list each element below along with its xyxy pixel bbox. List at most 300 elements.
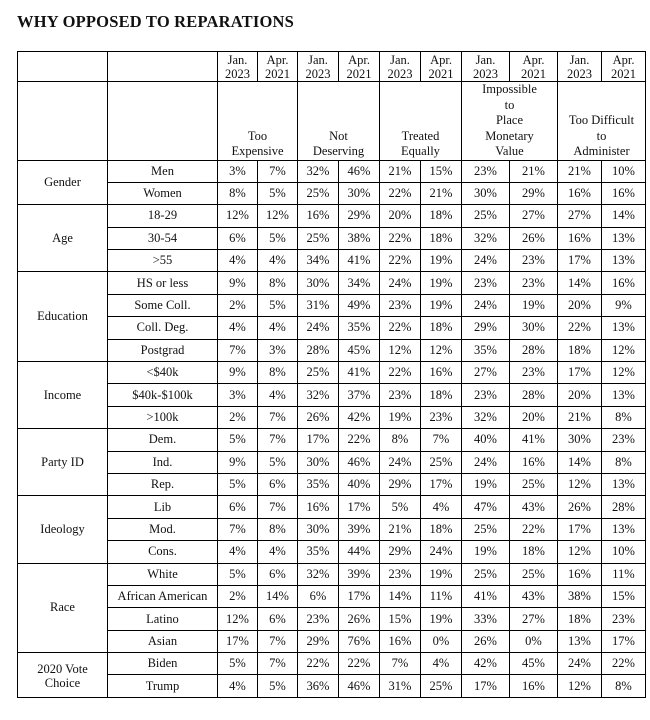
value-cell: 2% bbox=[218, 294, 258, 316]
value-cell: 28% bbox=[510, 339, 558, 361]
value-cell: 7% bbox=[258, 429, 298, 451]
table-row bbox=[18, 317, 646, 339]
value-cell: 20% bbox=[558, 294, 602, 316]
value-cell: 3% bbox=[218, 160, 258, 182]
corner-cell bbox=[18, 52, 108, 82]
value-cell: 18% bbox=[558, 608, 602, 630]
text-line: Race bbox=[50, 600, 75, 615]
value-cell: 13% bbox=[602, 518, 646, 540]
value-cell: 9% bbox=[218, 272, 258, 294]
value-cell: 8% bbox=[380, 429, 421, 451]
value-cell: 21% bbox=[558, 160, 602, 182]
row-label: Lib bbox=[108, 496, 218, 518]
value-cell: 42% bbox=[339, 406, 380, 428]
text-line: Age bbox=[52, 230, 73, 245]
value-cell: 4% bbox=[258, 541, 298, 563]
value-cell: 34% bbox=[298, 250, 339, 272]
row-label: HS or less bbox=[108, 272, 218, 294]
value-cell: 5% bbox=[258, 227, 298, 249]
value-cell: 19% bbox=[380, 406, 421, 428]
value-cell: 13% bbox=[602, 473, 646, 495]
value-cell: 16% bbox=[558, 227, 602, 249]
value-cell: 22% bbox=[380, 227, 421, 249]
value-cell: 29% bbox=[380, 541, 421, 563]
value-cell: 22% bbox=[558, 317, 602, 339]
value-cell: 26% bbox=[510, 227, 558, 249]
value-cell: 27% bbox=[558, 205, 602, 227]
value-cell: 31% bbox=[298, 294, 339, 316]
value-cell: 12% bbox=[602, 362, 646, 384]
row-label: >55 bbox=[108, 250, 218, 272]
value-cell: 9% bbox=[218, 362, 258, 384]
value-cell: 22% bbox=[339, 429, 380, 451]
value-cell: 24% bbox=[380, 272, 421, 294]
value-cell: 47% bbox=[462, 496, 510, 518]
period-month: Apr. bbox=[430, 52, 452, 67]
value-cell: 42% bbox=[462, 653, 510, 675]
value-cell: 36% bbox=[298, 675, 339, 697]
value-cell: 25% bbox=[421, 675, 462, 697]
value-cell: 7% bbox=[258, 653, 298, 675]
value-cell: 17% bbox=[602, 630, 646, 652]
value-cell: 22% bbox=[510, 518, 558, 540]
period-year: 2021 bbox=[521, 66, 546, 81]
value-cell: 6% bbox=[258, 608, 298, 630]
value-cell: 7% bbox=[258, 630, 298, 652]
period-header bbox=[298, 52, 339, 82]
period-header bbox=[258, 52, 298, 82]
value-cell: 2% bbox=[218, 406, 258, 428]
reason-header bbox=[298, 82, 380, 161]
value-cell: 22% bbox=[339, 653, 380, 675]
value-cell: 10% bbox=[602, 160, 646, 182]
period-header bbox=[339, 52, 380, 82]
value-cell: 14% bbox=[602, 205, 646, 227]
table-row bbox=[18, 563, 646, 585]
value-cell: 76% bbox=[339, 630, 380, 652]
row-label: <$40k bbox=[108, 362, 218, 384]
value-cell: 4% bbox=[218, 675, 258, 697]
value-cell: 17% bbox=[462, 675, 510, 697]
text-line: Monetary bbox=[485, 128, 534, 143]
text-line: Place bbox=[495, 113, 524, 127]
row-label: Men bbox=[108, 160, 218, 182]
value-cell: 0% bbox=[421, 630, 462, 652]
value-cell: 27% bbox=[510, 608, 558, 630]
value-cell: 23% bbox=[380, 294, 421, 316]
value-cell: 18% bbox=[421, 205, 462, 227]
value-cell: 5% bbox=[258, 451, 298, 473]
period-month: Jan. bbox=[308, 52, 328, 67]
value-cell: 4% bbox=[258, 317, 298, 339]
value-cell: 13% bbox=[602, 227, 646, 249]
row-label: White bbox=[108, 563, 218, 585]
group-label bbox=[18, 563, 108, 653]
value-cell: 21% bbox=[510, 160, 558, 182]
value-cell: 38% bbox=[558, 585, 602, 607]
value-cell: 30% bbox=[510, 317, 558, 339]
value-cell: 35% bbox=[339, 317, 380, 339]
value-cell: 35% bbox=[298, 473, 339, 495]
value-cell: 28% bbox=[298, 339, 339, 361]
value-cell: 18% bbox=[558, 339, 602, 361]
value-cell: 39% bbox=[339, 518, 380, 540]
table-row bbox=[18, 272, 646, 294]
group-label bbox=[18, 362, 108, 429]
value-cell: 16% bbox=[380, 630, 421, 652]
value-cell: 35% bbox=[462, 339, 510, 361]
value-cell: 22% bbox=[380, 250, 421, 272]
value-cell: 40% bbox=[462, 429, 510, 451]
corner-cell bbox=[108, 52, 218, 82]
row-label: Trump bbox=[108, 675, 218, 697]
value-cell: 32% bbox=[298, 384, 339, 406]
table-row bbox=[18, 384, 646, 406]
row-label: Biden bbox=[108, 653, 218, 675]
value-cell: 13% bbox=[602, 384, 646, 406]
value-cell: 8% bbox=[602, 406, 646, 428]
value-cell: 23% bbox=[462, 384, 510, 406]
reason-header bbox=[218, 82, 298, 161]
period-header bbox=[421, 52, 462, 82]
text-line: Party ID bbox=[41, 454, 84, 469]
value-cell: 27% bbox=[510, 205, 558, 227]
value-cell: 24% bbox=[298, 317, 339, 339]
value-cell: 30% bbox=[339, 182, 380, 204]
value-cell: 46% bbox=[339, 675, 380, 697]
text-line: Impossible bbox=[482, 82, 537, 96]
row-label: Cons. bbox=[108, 541, 218, 563]
row-label: Coll. Deg. bbox=[108, 317, 218, 339]
text-line: to bbox=[596, 128, 607, 143]
value-cell: 24% bbox=[421, 541, 462, 563]
value-cell: 10% bbox=[602, 541, 646, 563]
value-cell: 19% bbox=[421, 563, 462, 585]
value-cell: 12% bbox=[218, 205, 258, 227]
value-cell: 26% bbox=[339, 608, 380, 630]
table-row bbox=[18, 653, 646, 675]
text-line: Treated bbox=[401, 128, 440, 143]
value-cell: 17% bbox=[558, 362, 602, 384]
value-cell: 21% bbox=[380, 160, 421, 182]
corner-cell bbox=[18, 82, 108, 161]
table-row bbox=[18, 585, 646, 607]
value-cell: 23% bbox=[602, 608, 646, 630]
table-row bbox=[18, 496, 646, 518]
value-cell: 23% bbox=[380, 384, 421, 406]
value-cell: 12% bbox=[218, 608, 258, 630]
value-cell: 4% bbox=[421, 496, 462, 518]
value-cell: 22% bbox=[602, 653, 646, 675]
value-cell: 22% bbox=[380, 362, 421, 384]
value-cell: 6% bbox=[258, 563, 298, 585]
value-cell: 7% bbox=[421, 429, 462, 451]
value-cell: 23% bbox=[462, 160, 510, 182]
value-cell: 19% bbox=[421, 294, 462, 316]
group-label bbox=[18, 160, 108, 205]
value-cell: 28% bbox=[510, 384, 558, 406]
row-label: Dem. bbox=[108, 429, 218, 451]
value-cell: 16% bbox=[298, 205, 339, 227]
text-line: 2020 Vote bbox=[37, 661, 88, 676]
value-cell: 25% bbox=[510, 563, 558, 585]
value-cell: 32% bbox=[298, 160, 339, 182]
period-month: Jan. bbox=[390, 52, 410, 67]
period-month: Jan. bbox=[227, 52, 248, 67]
table-row bbox=[18, 630, 646, 652]
value-cell: 18% bbox=[421, 518, 462, 540]
value-cell: 17% bbox=[339, 585, 380, 607]
value-cell: 22% bbox=[380, 317, 421, 339]
value-cell: 19% bbox=[421, 608, 462, 630]
reason-header bbox=[462, 82, 558, 161]
value-cell: 20% bbox=[558, 384, 602, 406]
value-cell: 38% bbox=[339, 227, 380, 249]
value-cell: 25% bbox=[462, 563, 510, 585]
value-cell: 19% bbox=[421, 272, 462, 294]
value-cell: 12% bbox=[421, 339, 462, 361]
row-label: Women bbox=[108, 182, 218, 204]
value-cell: 0% bbox=[510, 630, 558, 652]
value-cell: 30% bbox=[298, 518, 339, 540]
value-cell: 4% bbox=[218, 541, 258, 563]
value-cell: 9% bbox=[602, 294, 646, 316]
value-cell: 3% bbox=[258, 339, 298, 361]
value-cell: 19% bbox=[462, 541, 510, 563]
value-cell: 24% bbox=[558, 653, 602, 675]
table-row bbox=[18, 518, 646, 540]
text-line: Not bbox=[329, 128, 348, 143]
value-cell: 18% bbox=[510, 541, 558, 563]
value-cell: 16% bbox=[421, 362, 462, 384]
value-cell: 5% bbox=[218, 429, 258, 451]
value-cell: 29% bbox=[298, 630, 339, 652]
period-header bbox=[510, 52, 558, 82]
value-cell: 22% bbox=[298, 653, 339, 675]
value-cell: 15% bbox=[380, 608, 421, 630]
value-cell: 16% bbox=[298, 496, 339, 518]
value-cell: 6% bbox=[298, 585, 339, 607]
value-cell: 46% bbox=[339, 160, 380, 182]
value-cell: 23% bbox=[510, 272, 558, 294]
value-cell: 7% bbox=[258, 406, 298, 428]
table-row bbox=[18, 182, 646, 204]
group-label bbox=[18, 205, 108, 272]
value-cell: 29% bbox=[462, 317, 510, 339]
value-cell: 6% bbox=[218, 496, 258, 518]
value-cell: 6% bbox=[218, 227, 258, 249]
text-line: Equally bbox=[401, 144, 440, 158]
value-cell: 26% bbox=[298, 406, 339, 428]
value-cell: 14% bbox=[558, 272, 602, 294]
table-row bbox=[18, 473, 646, 495]
value-cell: 49% bbox=[339, 294, 380, 316]
row-label: Rep. bbox=[108, 473, 218, 495]
opposition-reasons-table bbox=[17, 51, 646, 698]
value-cell: 21% bbox=[558, 406, 602, 428]
value-cell: 7% bbox=[258, 496, 298, 518]
value-cell: 43% bbox=[510, 496, 558, 518]
text-line: Too bbox=[247, 128, 268, 143]
value-cell: 2% bbox=[218, 585, 258, 607]
value-cell: 8% bbox=[258, 518, 298, 540]
value-cell: 5% bbox=[258, 675, 298, 697]
value-cell: 5% bbox=[258, 294, 298, 316]
value-cell: 5% bbox=[380, 496, 421, 518]
value-cell: 29% bbox=[510, 182, 558, 204]
value-cell: 25% bbox=[462, 518, 510, 540]
value-cell: 24% bbox=[462, 294, 510, 316]
value-cell: 5% bbox=[218, 473, 258, 495]
value-cell: 16% bbox=[558, 182, 602, 204]
table-row bbox=[18, 541, 646, 563]
value-cell: 8% bbox=[258, 362, 298, 384]
period-year: 2023 bbox=[387, 66, 413, 81]
value-cell: 24% bbox=[462, 250, 510, 272]
period-month: Jan. bbox=[569, 52, 590, 67]
table-row bbox=[18, 362, 646, 384]
value-cell: 18% bbox=[421, 227, 462, 249]
period-year: 2021 bbox=[611, 66, 636, 81]
value-cell: 16% bbox=[602, 272, 646, 294]
period-year: 2021 bbox=[265, 66, 290, 81]
value-cell: 45% bbox=[339, 339, 380, 361]
row-label: Mod. bbox=[108, 518, 218, 540]
period-month: Apr. bbox=[522, 52, 545, 67]
text-line: Deserving bbox=[312, 144, 365, 158]
value-cell: 23% bbox=[510, 250, 558, 272]
value-cell: 43% bbox=[510, 585, 558, 607]
value-cell: 22% bbox=[380, 182, 421, 204]
value-cell: 17% bbox=[421, 473, 462, 495]
value-cell: 24% bbox=[380, 451, 421, 473]
text-line: Income bbox=[43, 387, 82, 402]
value-cell: 45% bbox=[510, 653, 558, 675]
value-cell: 18% bbox=[421, 384, 462, 406]
text-line: Education bbox=[37, 309, 88, 324]
value-cell: 4% bbox=[421, 653, 462, 675]
value-cell: 37% bbox=[339, 384, 380, 406]
value-cell: 5% bbox=[218, 653, 258, 675]
value-cell: 31% bbox=[380, 675, 421, 697]
text-line: Gender bbox=[44, 174, 81, 189]
value-cell: 41% bbox=[339, 250, 380, 272]
value-cell: 13% bbox=[602, 250, 646, 272]
period-month: Apr. bbox=[348, 52, 370, 67]
value-cell: 26% bbox=[462, 630, 510, 652]
period-year: 2021 bbox=[346, 66, 372, 81]
value-cell: 15% bbox=[602, 585, 646, 607]
value-cell: 33% bbox=[462, 608, 510, 630]
period-month: Jan. bbox=[475, 52, 496, 67]
table-row bbox=[18, 294, 646, 316]
table-row bbox=[18, 608, 646, 630]
value-cell: 15% bbox=[421, 160, 462, 182]
text-line: Value bbox=[495, 144, 524, 158]
table-row bbox=[18, 675, 646, 697]
value-cell: 23% bbox=[298, 608, 339, 630]
table-row bbox=[18, 250, 646, 272]
value-cell: 23% bbox=[421, 406, 462, 428]
row-label: African American bbox=[108, 585, 218, 607]
value-cell: 25% bbox=[298, 182, 339, 204]
table-row bbox=[18, 205, 646, 227]
text-line: Expensive bbox=[231, 144, 284, 158]
value-cell: 25% bbox=[510, 473, 558, 495]
period-month: Apr. bbox=[266, 52, 289, 67]
value-cell: 7% bbox=[218, 339, 258, 361]
period-year: 2023 bbox=[567, 66, 592, 81]
value-cell: 17% bbox=[218, 630, 258, 652]
value-cell: 5% bbox=[258, 182, 298, 204]
row-label: Asian bbox=[108, 630, 218, 652]
row-label: 18-29 bbox=[108, 205, 218, 227]
value-cell: 23% bbox=[510, 362, 558, 384]
row-label: $40k-$100k bbox=[108, 384, 218, 406]
reason-header bbox=[558, 82, 646, 161]
table-row bbox=[18, 406, 646, 428]
group-label bbox=[18, 653, 108, 698]
row-label: Ind. bbox=[108, 451, 218, 473]
value-cell: 23% bbox=[602, 429, 646, 451]
period-year: 2023 bbox=[225, 66, 250, 81]
value-cell: 3% bbox=[218, 384, 258, 406]
value-cell: 27% bbox=[462, 362, 510, 384]
value-cell: 9% bbox=[218, 451, 258, 473]
value-cell: 26% bbox=[558, 496, 602, 518]
period-header bbox=[602, 52, 646, 82]
value-cell: 4% bbox=[218, 317, 258, 339]
period-header bbox=[218, 52, 258, 82]
value-cell: 32% bbox=[462, 406, 510, 428]
row-label: Some Coll. bbox=[108, 294, 218, 316]
value-cell: 11% bbox=[421, 585, 462, 607]
value-cell: 14% bbox=[380, 585, 421, 607]
period-year: 2021 bbox=[428, 66, 454, 81]
value-cell: 12% bbox=[258, 205, 298, 227]
value-cell: 19% bbox=[462, 473, 510, 495]
text-line: Too Difficult bbox=[568, 113, 635, 127]
value-cell: 46% bbox=[339, 451, 380, 473]
value-cell: 16% bbox=[602, 182, 646, 204]
value-cell: 23% bbox=[380, 563, 421, 585]
reason-header bbox=[380, 82, 462, 161]
value-cell: 17% bbox=[298, 429, 339, 451]
value-cell: 35% bbox=[298, 541, 339, 563]
value-cell: 8% bbox=[218, 182, 258, 204]
value-cell: 29% bbox=[339, 205, 380, 227]
value-cell: 5% bbox=[218, 563, 258, 585]
period-header bbox=[380, 52, 421, 82]
value-cell: 44% bbox=[339, 541, 380, 563]
value-cell: 17% bbox=[558, 518, 602, 540]
table-row bbox=[18, 451, 646, 473]
value-cell: 32% bbox=[298, 563, 339, 585]
value-cell: 13% bbox=[602, 317, 646, 339]
value-cell: 30% bbox=[462, 182, 510, 204]
value-cell: 19% bbox=[421, 250, 462, 272]
value-cell: 34% bbox=[339, 272, 380, 294]
value-cell: 7% bbox=[258, 160, 298, 182]
table-row bbox=[18, 227, 646, 249]
value-cell: 41% bbox=[462, 585, 510, 607]
value-cell: 11% bbox=[602, 563, 646, 585]
value-cell: 12% bbox=[558, 541, 602, 563]
value-cell: 21% bbox=[380, 518, 421, 540]
value-cell: 12% bbox=[558, 473, 602, 495]
value-cell: 25% bbox=[421, 451, 462, 473]
row-label: >100k bbox=[108, 406, 218, 428]
